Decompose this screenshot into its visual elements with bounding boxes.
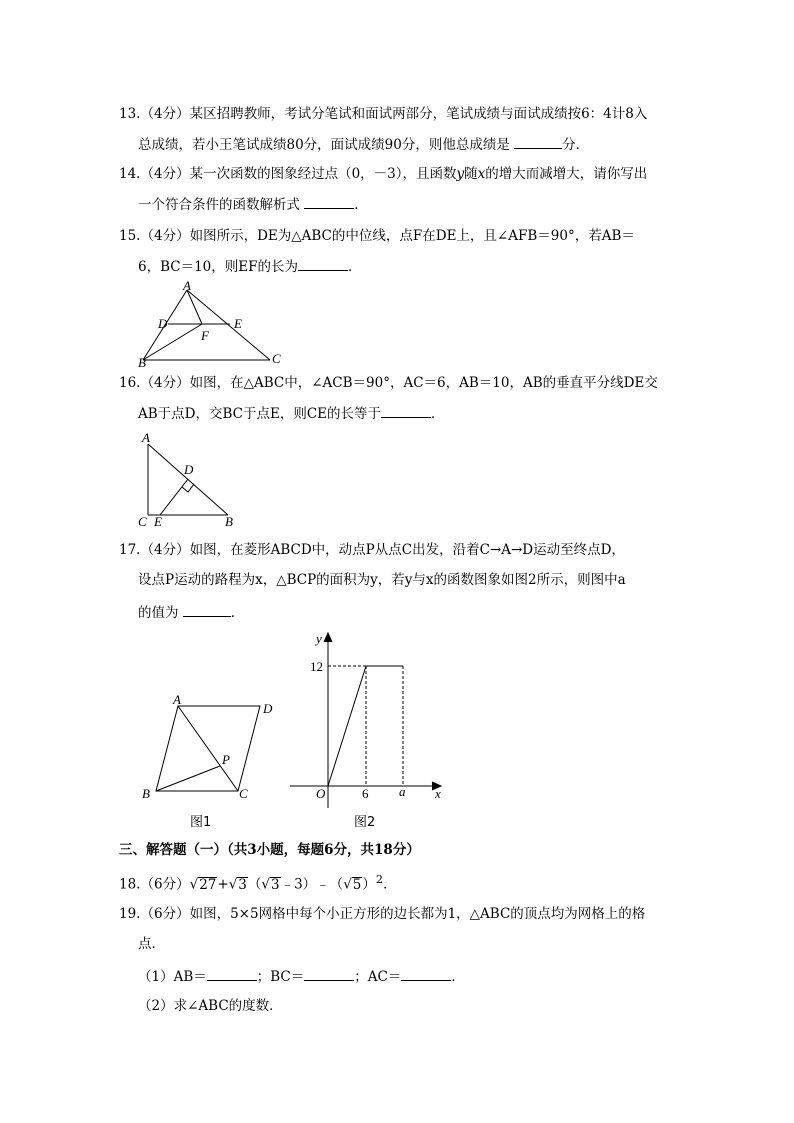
sqrt-icon: √ [261, 876, 270, 893]
q17-answer-blank[interactable] [183, 602, 231, 617]
q16-label-a: A [142, 430, 150, 445]
sqrt-icon: √ [189, 876, 199, 893]
q18-open: （ [247, 876, 262, 893]
q15-label-f: F [201, 328, 209, 343]
q16-label-d: D [184, 462, 194, 477]
q18-num: 18. [119, 876, 141, 893]
q15-figure [130, 278, 290, 370]
q16-end: ． [431, 406, 445, 422]
q15-label-b: B [138, 355, 146, 370]
q17-fig2-y-label: y [316, 631, 322, 646]
q19-p2-text: （2）求∠ABC的度数． [138, 998, 283, 1014]
q18-radicand3: 3 [271, 876, 280, 893]
q19-p1-end: ． [451, 969, 465, 985]
q14-num: 14. [119, 166, 141, 182]
q14-line1 [119, 164, 647, 184]
q15-label-a: A [183, 278, 191, 293]
q19-line2 [138, 934, 165, 954]
q17-line3 [138, 602, 244, 623]
q15-line2 [138, 256, 362, 277]
q14-text2: 随 [464, 166, 478, 182]
q19-p1-bc: BC＝ [270, 969, 305, 985]
q14-text3: 的增大而减增大，请你写出 [485, 166, 648, 182]
q19-p1-sep1: ； [256, 969, 271, 985]
q19-part2 [138, 996, 283, 1016]
q17-fig1-label-d: D [263, 701, 273, 716]
q14-text4: 一个符合条件的函数解析式 [138, 197, 300, 213]
q18-plus: + [217, 876, 229, 893]
q16-label-c: C [138, 514, 147, 529]
q19-p1-label: （1） [138, 969, 174, 985]
q19-bc-blank[interactable] [304, 966, 354, 981]
q16-label-b: B [225, 514, 233, 529]
q19-score: （6分） [140, 906, 190, 922]
q17-y-axis-arrow [324, 633, 332, 642]
q16-text2: AB于点D，交BC于点E，则CE的长等于 [138, 406, 382, 422]
q16-score: （4分） [140, 375, 190, 391]
q16-segment-de [160, 479, 188, 515]
q13-line1 [119, 104, 647, 124]
q18-mid: ﹣3）﹣（ [280, 876, 344, 893]
q17-fig1-label-b: B [142, 786, 150, 801]
q17-num: 17. [119, 542, 141, 558]
q17-text2: 设点P运动的路程为x，△BCP的面积为y，若y与x的函数图象如图2所示，则图中a [138, 572, 626, 588]
q13-text2: 总成绩，若小王笔试成绩80分，面试成绩90分，则他总成绩是 [138, 137, 510, 153]
q19-text1: 如图，5×5网格中每个小正方形的边长都为1，△ABC的顶点均为网格上的格 [189, 906, 646, 922]
q17-diagonal-ac [178, 706, 238, 791]
q14-var-y: y [456, 166, 465, 182]
q17-line2 [138, 570, 626, 590]
q17-text1: 如图，在菱形ABCD中，动点P从点C出发，沿着C→A→D运动至终点D， [189, 542, 625, 558]
q16-label-e: E [154, 514, 162, 529]
q13-text3: 分． [562, 137, 590, 153]
q13-answer-blank[interactable] [514, 134, 562, 149]
q13-text1: 某区招聘教师，考试分笔试和面试两部分，笔试成绩与面试成绩按6：4计8入 [189, 106, 648, 122]
q16-num: 16. [119, 375, 141, 391]
q15-segment-bf [143, 324, 202, 360]
q17-fig2-x-tick2: a [399, 784, 406, 799]
q17-fig2-x-tick1: 6 [362, 786, 369, 801]
sqrt-icon: √ [343, 876, 352, 893]
q14-answer-blank[interactable] [304, 194, 354, 209]
q18-radicand1: 27 [199, 876, 217, 893]
q15-line1 [119, 226, 635, 246]
q16-line1 [119, 373, 658, 393]
q19-num: 19. [119, 906, 141, 922]
q15-label-d: D [158, 316, 168, 331]
q18-radicand4: 5 [352, 876, 362, 893]
q19-text2: 点． [138, 936, 165, 952]
q19-ab-blank[interactable] [207, 966, 257, 981]
q15-score: （4分） [140, 228, 190, 244]
q17-fig2-y-tick: 12 [310, 659, 323, 674]
q17-fig2-x-label: x [435, 786, 441, 801]
q15-end: ． [348, 259, 362, 275]
q19-line1 [119, 904, 645, 924]
q19-p1-ab: AB＝ [173, 969, 207, 985]
q16-text1: 如图，在△ABC中，∠ACB＝90°，AC＝6，AB＝10，AB的垂直平分线DE交 [189, 375, 658, 391]
q17-graph-rise [328, 666, 366, 786]
q14-score: （4分） [140, 166, 190, 182]
q18-exponent: 2 [375, 873, 384, 886]
q19-part1 [138, 966, 465, 987]
q19-p1-sep2: ； [354, 969, 368, 985]
q14-end: ． [354, 197, 368, 213]
q14-line2 [138, 194, 368, 215]
q17-fig1-caption: 图1 [190, 815, 212, 830]
q18-end: ． [383, 876, 397, 893]
q17-figure2 [282, 628, 452, 835]
q16-answer-blank[interactable] [381, 403, 431, 418]
q14-var-x: x [477, 166, 486, 182]
q19-ac-blank[interactable] [401, 966, 451, 981]
q14-text1: 某一次函数的图象经过点（0，－3），且函数 [189, 166, 457, 182]
q15-answer-blank[interactable] [298, 256, 348, 271]
q18-close: ） [362, 876, 376, 893]
q17-fig2-caption: 图2 [354, 815, 376, 830]
q18-radicand2: 3 [238, 876, 247, 893]
q17-end: ． [230, 605, 245, 621]
q18-line [119, 870, 397, 895]
q17-score: （4分） [140, 542, 190, 558]
section3-title-text: 三、解答题（一）（共3小题，每题6分，共18分） [119, 842, 420, 858]
section3-title [119, 840, 420, 860]
q16-line2 [138, 403, 445, 424]
q17-figure1 [130, 690, 290, 835]
q13-line2 [138, 134, 589, 155]
q17-line1 [119, 540, 625, 560]
q19-p1-ac: AC＝ [367, 969, 402, 985]
q15-num: 15. [119, 228, 141, 244]
q15-label-c: C [272, 351, 281, 366]
q17-text3: 的值为 [138, 605, 179, 621]
q17-segment-bp [156, 766, 220, 791]
q18-score: （6分） [140, 876, 190, 893]
q15-label-e: E [234, 316, 242, 331]
q16-figure [132, 428, 242, 530]
q17-fig1-label-c: C [239, 786, 248, 801]
q13-score: （4分） [140, 106, 190, 122]
q17-fig1-label-p: P [222, 752, 230, 767]
q15-text1: 如图所示，DE为△ABC的中位线，点F在DE上，且∠AFB＝90°，若AB＝ [189, 228, 635, 244]
q17-fig2-origin: O [316, 786, 326, 801]
q13-num: 13. [119, 106, 141, 122]
q17-fig1-label-a: A [173, 692, 181, 707]
q15-text2: 6，BC＝10，则EF的长为 [138, 259, 298, 275]
sqrt-icon: √ [228, 876, 238, 893]
q15-segment-af [187, 290, 202, 324]
